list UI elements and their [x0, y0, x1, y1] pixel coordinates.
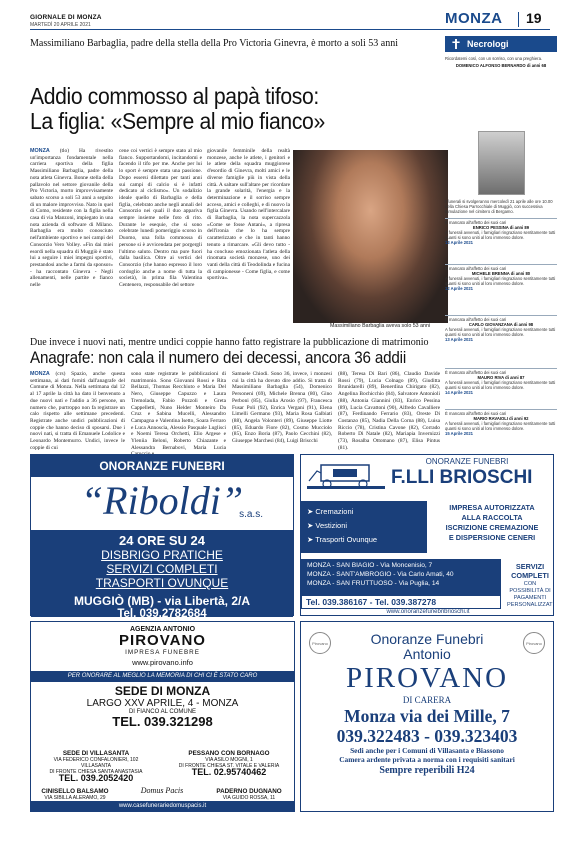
- ad-riboldi: [30, 454, 294, 620]
- hearse-illustration: [307, 461, 385, 489]
- obituary-date: 12 Aprile 2021: [445, 286, 474, 292]
- obituary-text: È mancata all'affetto dei suoi cari: [445, 317, 507, 322]
- ad-phone: 039.322483 - 039.323403: [336, 726, 518, 746]
- ad-header: ONORANZE FUNEBRI: [425, 457, 509, 466]
- obituary-divider: [445, 368, 557, 369]
- ad-address: MONZA - SANT'AMBROGIO - Via Carlo Amati, 40: [307, 570, 454, 578]
- ad-subtitle: IMPRESA FUNEBRE: [125, 649, 200, 656]
- ad-main-office: [31, 684, 294, 729]
- location-tag: MONZA: [30, 371, 50, 377]
- obituary-photo: [478, 131, 525, 195]
- ad-service: ➤ Vestizioni: [307, 521, 348, 530]
- issue-date: MARTEDÌ 20 APRILE 2021: [30, 22, 91, 28]
- branch-cinisello: CINISELLO BALSAMO VIA SIBILLA ALERAMO, 29: [41, 788, 109, 801]
- obituary-body: A funerali avvenuti, i famigliari ringraziano sentitamente tutti quanti si sono uniti al loro immenso dolore.: [445, 421, 556, 432]
- ad-pirovano-carera: [300, 621, 554, 812]
- obituary-divider: [445, 409, 557, 410]
- obituary-body: A funerali avvenuti, i famigliari ringraziano sentitamente tutti quanti si sono uniti al loro immenso dolore.: [445, 327, 556, 338]
- obituary-6: [445, 411, 557, 436]
- obituary-divider: [445, 315, 557, 316]
- obituary-text: Ricordatemi così, con un sorriso, con una preghiera.: [445, 56, 543, 61]
- ad-slogan: PER ONORARE AL MEGLIO LA MEMORIA DI CHI CI È STATO CARO: [31, 671, 294, 682]
- photo-caption: Massimiliano Barbaglia aveva solo 53 anni: [330, 323, 431, 329]
- ad-hours: 24 ORE SU 24: [119, 533, 205, 548]
- obituary-1: [445, 56, 557, 68]
- obituary-name: ENRICO PESSINA di anni 89: [472, 225, 530, 231]
- headline-line-1: Addio commosso al papà tifoso:: [30, 83, 319, 109]
- obituary-date: 14 Aprile 2021: [445, 390, 474, 396]
- ad-service: ➤ Trasporti Ovunque: [307, 535, 378, 544]
- obituary-divider: [445, 264, 557, 265]
- ad-address: MONZA - SAN BIAGIO - Via Moncenisio, 7: [307, 562, 433, 569]
- location-tag: MONZA: [30, 148, 50, 154]
- obituary-divider: [445, 218, 557, 219]
- ad-pirovano-agency: [30, 621, 295, 812]
- obituary-date: 13 Aprile 2021: [445, 240, 474, 246]
- ad-header: Onoranze Funebri Antonio: [370, 631, 484, 662]
- headline-line-2: La figlia: «Sempre al mio fianco»: [30, 108, 325, 134]
- ad-service: ➤ Cremazioni: [307, 507, 354, 516]
- ad-note: Sedi anche per i Comuni di Villasanta e Biassono: [350, 746, 504, 755]
- obituary-name: DOMENICO ALFONSO BERNARDO di anni 68: [455, 63, 547, 69]
- article-kicker: Massimiliano Barbaglia, padre della stella della Pro Victoria Ginevra, è morto a soli 53 anni: [30, 38, 399, 49]
- ad-header: AGENZIA ANTONIO: [129, 626, 196, 633]
- right-seal-logo: Pirovano: [523, 632, 545, 654]
- ad-service: DISBRIGO PRATICHE: [101, 548, 223, 562]
- obituary-2: [445, 220, 557, 245]
- ad-company-type: s.a.s.: [239, 509, 263, 520]
- article2-headline: Anagrafe: non cala il numero dei decessi, ancora 36 addii: [30, 349, 407, 367]
- page-number: 19: [526, 10, 542, 26]
- obituary-4: [445, 317, 557, 342]
- left-seal-logo: Pirovano: [309, 632, 331, 654]
- ad-website: www.pirovano.info: [132, 658, 193, 667]
- ad-website: www.onoranzefunebribrioschi.it: [386, 609, 470, 615]
- office-title: SEDE DI MONZA: [114, 684, 211, 698]
- ad-services-list: [301, 501, 427, 553]
- obituary-body: A funerali avvenuti, i famigliari ringraziano sentitamente tutti quanti si sono uniti al loro immenso dolore.: [445, 276, 556, 287]
- column-text: (crs) Spazio, anche questa settimana, ai dati forniti dall'anagrafe del Comune di Monza. Nella settimana dal 12 al 17 aprile la città ha dato il benvenuto a due nuovi nati e l'addio a 36 persone, un numero che, purtroppo non fa registrare un calo rispetto alle settimane precedenti. Registrate anche undici pubblicazioni di coppie che hanno deciso di sposarsi. Due i nuovi nati, si tratta di Emanuele Lodolice e Leonardo Montemurro. Undici, invece le coppie di cui: [30, 371, 125, 451]
- article-column-3: giovanile femminile della realtà monzese, anche le atlete, i genitori e le atlete della squadra muggiorese d'esordio di Ginevra, molti amici e le diverse famiglie più in vista della città. A saltare sull'altare per ricordare la grande solarità, l'energia e la determinazione e il sorriso sempre acceso, amici e colleghi, e di nuovo la figlia Ginevra. Usando nell'intercalare di Barbaglia, la nota supercazzola «Come se fosse Antani», a ripresa dell'ironia che lo ha sempre caratterizzato e che in tanti hanno tenuto a rimarcare. «Gli devo tutto - ha concluso emozionata l'atleta della rinomata società monzese, uno dei vanti della città di Teodolinda e fucina di campionesse - Come figlia, e come sportiva».: [207, 148, 290, 282]
- obituary-text: È mancato all'affetto dei suoi cari: [445, 220, 507, 225]
- office-phone: TEL. 039.321298: [112, 714, 213, 729]
- ad-services-complete: SERVIZI COMPLETI CON POSSIBILITÀ DI PAGAMENTI PERSONALIZZATI: [507, 562, 555, 608]
- ad-availability: Sempre reperibili H24: [379, 765, 475, 776]
- office-note: DI FIANCO AL COMUNE: [128, 709, 197, 715]
- article-headline: [30, 84, 416, 134]
- ad-info-band: [31, 530, 293, 620]
- obituary-body: A funerali avvenuti, i famigliari ringraziano sentitamente tutti quanti si sono uniti al loro immenso dolore.: [445, 230, 556, 241]
- article2-column-1: [30, 371, 125, 449]
- header-divider: [518, 12, 519, 27]
- obituary-3: [445, 266, 557, 291]
- ad-brand-name: “Riboldi”: [80, 478, 244, 523]
- ad-subtitle: DI CARERA: [402, 695, 452, 705]
- article-column-2: cene coi vertici è sempre stato al mio fianco. Supportandomi, incitandomi e facendo il tifo per me. Anche per lui lo sport è sempre stata una passione. Dopo essersi dilettato per tanti anni sui campi di calcio si è infatti dedicato al ciclismo». Un sodalizio ideale quello di Barbaglia e della figlia, celebrato anche negli annali del Consorzio nei quali il duo appariva sempre insieme nelle foto di rito. Durante le esequie, che si sono celebrate lunedì pomeriggio scorso in Duomo, una folla commossa di persone si è avvicendata per porgergli l'ultimo saluto. Dentro ma pure fuori dalla basilica. Oltre ai vertici del Consorzio (che hanno espresso il loro cordoglio anche a nome di tutta la società), in prima fila Valentina Centenero, responsabile del settore: [119, 148, 202, 289]
- ad-phone: Tel. 039.386167 - Tel. 039.387278: [301, 595, 501, 609]
- ad-note: Camera ardente privata a norma con i requisiti sanitari: [339, 755, 515, 764]
- obituary-name: MAURO RIVA di anni 87: [477, 375, 525, 381]
- obituary-body: A funerali avvenuti, i famigliari ringraziano sentitamente tutti quanti si sono uniti al loro immenso dolore.: [445, 380, 556, 391]
- ad-header: ONORANZE FUNEBRI: [31, 455, 293, 477]
- ad-phone: Tel. 039.2782684: [117, 608, 207, 620]
- branch-villasanta: SEDE DI VILLASANTA VIA FEDERICO CONFALONIERI, 102 VILLASANTA DI FRONTE CHIESA SANTA ANASTASIA TEL. 039.2052420: [49, 750, 143, 783]
- office-address: LARGO XXV APRILE, 4 - MONZA: [86, 698, 239, 709]
- branch-pessano: PESSANO CON BORNAGO VIA ASILO MOGNI, 1 DI FRONTE CHIESA ST. VITALE E VALERIA TEL. 02.95740462: [178, 750, 280, 777]
- obituary-text: È mancato all'affetto dei suoi cari: [445, 266, 507, 271]
- obituary-name: MICHELE BRENNA di anni 80: [471, 271, 531, 277]
- necrologi-header: Necrologi: [445, 36, 557, 52]
- obituary-5: [445, 370, 557, 395]
- header-rule: [30, 29, 550, 30]
- obituary-name: CARLO GIOVANZANA di anni 98: [468, 322, 534, 328]
- obituary-date: 13 Aprile 2021: [445, 337, 474, 343]
- article2-column-2: sono state registrate le pubblicazioni di matrimonio. Sono Giovanni Rossi e Rita Bellazzi, Thomas Recchiuto e Maria Del Nero, Giuseppe Capuzzo e Laura Tremolada, Fabio Pozzoli e Greta Cappelletti, Nuno Helder Monteiro Da Cruz e Sabina Mucelli, Alessandro Campagna e Valentina Isetto, Soara Ferraro e Luca Annoscia, Alessio Pasquale Luglisci e Noemi Teresa Orchetti, Elio Argese e Yleniia Beloni, Roberto Chiazante e Alessandra Bernabovi, Maria Lucia: [131, 371, 226, 451]
- ad-address: MUGGIÒ (MB) - via Libertà, 2/A: [73, 594, 250, 608]
- obituary-1-body: I funerali si svolgeranno mercoledì 21 aprile alle ore 10.00 nella Chiesa Parrocchiale di Muggiò, con successiva tumulazione nel cimitero di Bergamo.: [445, 199, 553, 215]
- obituary-date: 15 Aprile 2021: [445, 431, 474, 437]
- ad-address: MONZA - SAN FRUTTUOSO - Via Puglia, 14: [307, 579, 440, 587]
- ad-service: SERVIZI COMPLETI: [106, 562, 218, 576]
- ad-brand-name: F.LLI BRIOSCHI: [391, 467, 533, 488]
- ad-service: TRASPORTI OVUNQUE: [95, 576, 229, 590]
- ad-brioschi: [300, 454, 554, 616]
- portrait-photo: [293, 150, 448, 323]
- ad-brand-name: PIROVANO: [119, 632, 206, 649]
- ad-brand-name: PIROVANO: [345, 662, 509, 694]
- domus-pacis-logo: Domus Pacis: [140, 786, 184, 795]
- article2-column-3: Samuele Chiodi. Sono 36, invece, i monzesi cui la città ha dovuto dire addio. Si tratta di Massimiliano Barbaglia (54), Domenico Personeni (69), Michele Brenna (80), Gino Perboni (85), Giulia Arosio (97), Francesca Fusar Poli (92), Enrica Vergani (91), Elena Limelli Germano (93), Maria Rosa Galbiati (88), Angela Volonteri (89), Giuseppe Liotte (85), Eduardo Fiore (82), Cosmo Mucciolo (85), Enzo Boria (87), Paolo Cecchini (82), Giuseppe Marchesi (84), Luigi Briscchi: [232, 371, 332, 445]
- obituary-text: È mancato all'affetto dei suoi cari: [445, 370, 507, 375]
- newspaper-name: GIORNALE DI MONZA: [30, 14, 102, 21]
- masthead: [30, 14, 102, 28]
- ad-footer-website: www.casefunerariedomuspacis.it: [31, 801, 294, 811]
- article2-kicker: Due invece i nuovi nati, mentre undici coppie hanno fatto registrare la pubblicazione di matrimonio: [30, 337, 429, 348]
- ad-authorization: IMPRESA AUTORIZZATA ALLA RACCOLTA ISCRIZIONE CREMAZIONE E DISPERSIONE CENERI: [445, 503, 539, 542]
- obituary-text: È mancato all'affetto dei suoi cari: [445, 411, 507, 416]
- article-column-1: [30, 148, 113, 334]
- section-title: MONZA: [445, 10, 503, 27]
- article2-column-4: (88), Teresa Di Bari (86), Claudio Davide Rossi (79), Lucia Colnago (89), Giuditta Brunidarelli (89), Benerdina Chirigato (82), Angelina Bochicchio (84), Salvatore Antonioli (88), Antonia Giannini (83), Enrico Pessina (89), Lucia Cavattoni (90), Alfredo Cavalliere (87), Ferdinando Ferrario (83), Oreste Di Costanzo (85), Nadia Della Corna (88), Luisa Riccio (78), Cristina Cavone (82), Corrado Roberto Di Natale (82), Mariapia Invernizzi (73), Rosalba Ottomano (87), Elisa Pintus (81).: [338, 371, 440, 451]
- branch-paderno: PADERNO DUGNANO VIA GUIDO ROSSA, 11: [216, 788, 282, 801]
- column-text: (tlo) Ha rivestito un'importanza fondamentale nella carriera sportiva della figlia Massimiliano Barbaglia, padre della nota atleta Ginevra. Bonne stella della pallavolo nel settore giovanile della Pro Victoria, morto improvvisamente sabato scorso a soli 53 anni a seguito di un malore improvviso. Nato in quel di Como, residente con la figlia nella casa di via Manzoni, impiegato in una nota azienda di software di Milano. Barbaglia era molto conosciuto nell'ambiente sportivo e nei campi del Consorzio Vero Volley. «Fin dai miei esordi nella squadra di Muggiò è stato lui a seguire i miei impegni sportivi, prestandosi anche a farmi da sponsor» - ha raccontato Ginevra - Negli allenamenti, nelle partite e fianco nelle: [30, 148, 113, 289]
- obituary-name: MARIO RAVAIOLI di anni 92: [473, 416, 529, 422]
- ad-address: Monza via dei Mille, 7: [344, 706, 510, 726]
